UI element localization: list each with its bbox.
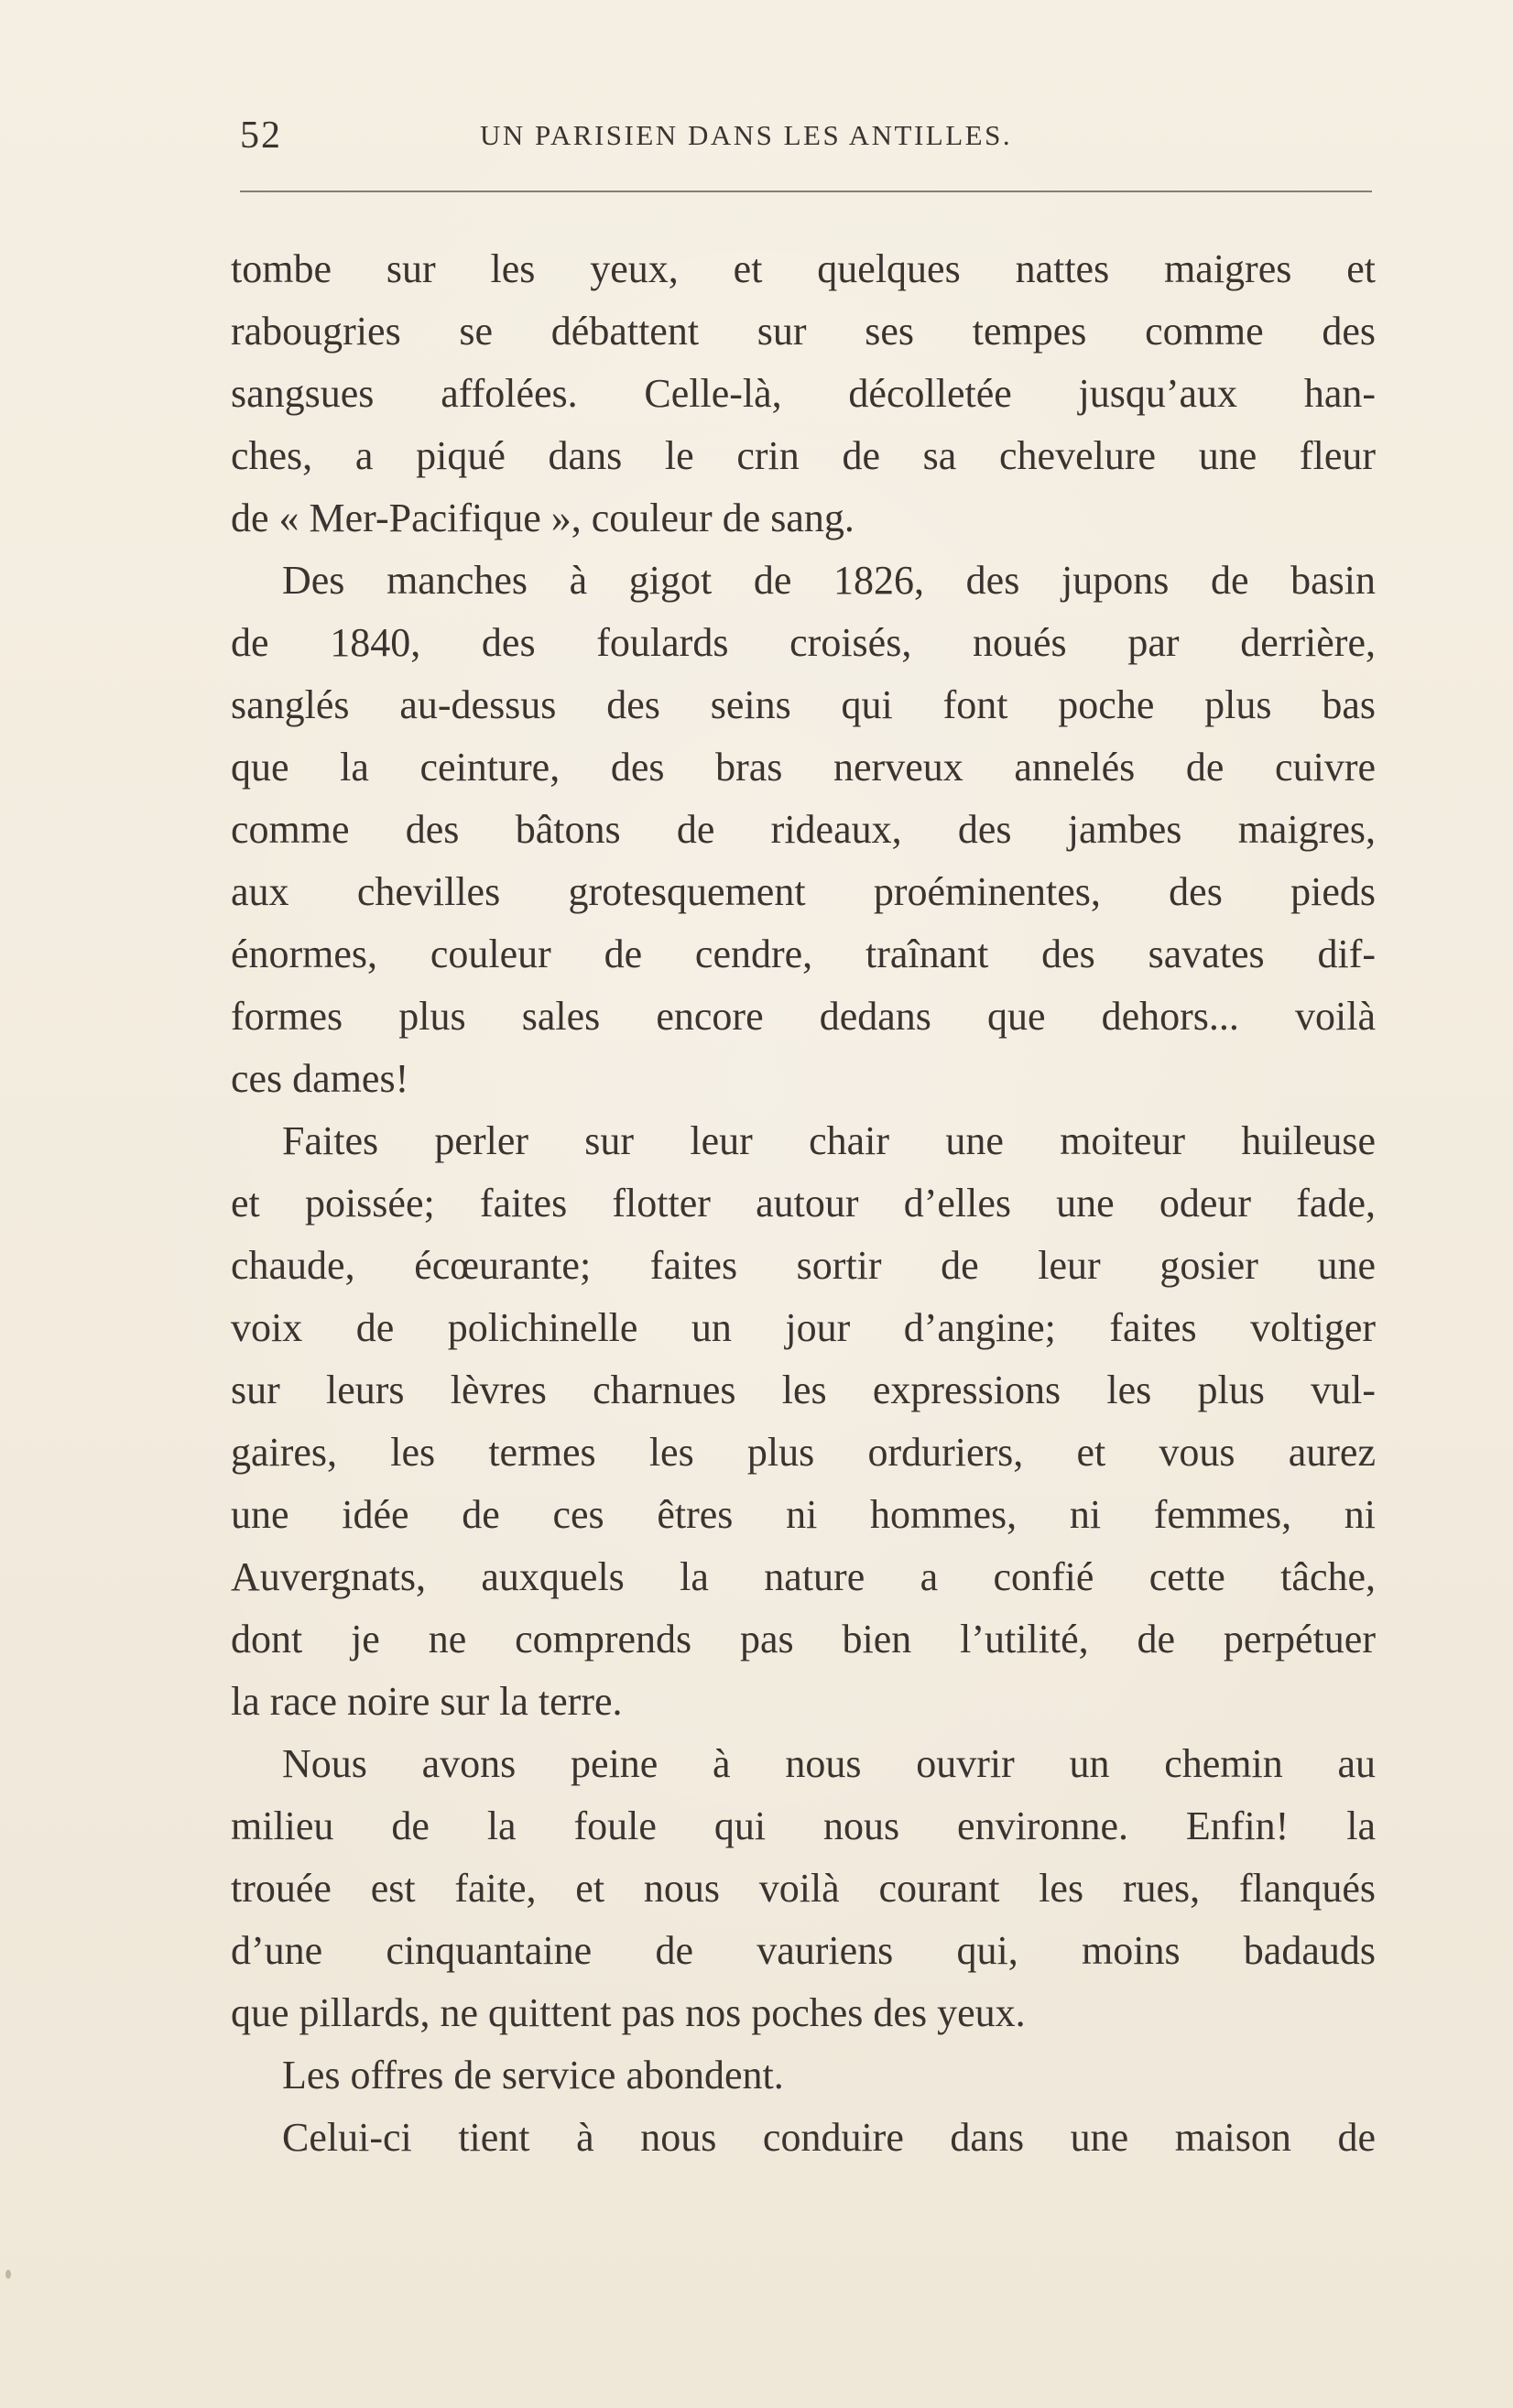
text-line: trouée est faite, et nous voilà courant les rues, flanqués	[231, 1866, 1376, 1911]
text-line: milieu de la foule qui nous environne. Enfin! la	[231, 1803, 1376, 1848]
text-line: formes plus sales encore dedans que dehors... voilà	[231, 994, 1376, 1039]
text-line: la race noire sur la terre.	[231, 1679, 623, 1724]
body-text	[231, 238, 1376, 2169]
text-line: gaires, les termes les plus orduriers, et vous aurez	[231, 1430, 1376, 1475]
header-rule	[240, 191, 1372, 192]
paragraph-start-line: Faites perler sur leur chair une moiteur huileuse	[282, 1118, 1376, 1163]
text-line: que la ceinture, des bras nerveux annelés de cuivre	[231, 745, 1376, 790]
text-line: que pillards, ne quittent pas nos poches des yeux.	[231, 1990, 1026, 2035]
text-line: dont je ne comprends pas bien l’utilité, de perpétuer	[231, 1617, 1376, 1662]
text-line: tombe sur les yeux, et quelques nattes maigres et	[231, 246, 1376, 291]
text-line: comme des bâtons de rideaux, des jambes maigres,	[231, 807, 1376, 852]
page-number: 52	[240, 114, 282, 157]
paragraph-start-line: Des manches à gigot de 1826, des jupons de basin	[282, 558, 1376, 603]
text-line: de « Mer-Pacifique », couleur de sang.	[231, 496, 854, 540]
text-line: une idée de ces êtres ni hommes, ni femmes, ni	[231, 1492, 1376, 1537]
text-line: sur leurs lèvres charnues les expressions les plus vul-	[231, 1367, 1376, 1412]
text-line: chaude, écœurante; faites sortir de leur gosier une	[231, 1243, 1376, 1288]
text-line: de 1840, des foulards croisés, noués par derrière,	[231, 620, 1376, 665]
text-line: rabougries se débattent sur ses tempes comme des	[231, 309, 1376, 354]
text-line: sangsues affolées. Celle-là, décolletée jusqu’aux han-	[231, 371, 1376, 416]
running-title: UN PARISIEN DANS LES ANTILLES.	[480, 119, 1013, 151]
text-line: et poissée; faites flotter autour d’elles une odeur fade,	[231, 1181, 1376, 1226]
text-line: ches, a piqué dans le crin de sa chevelure une fleur	[231, 433, 1376, 478]
text-line: énormes, couleur de cendre, traînant des savates dif-	[231, 932, 1376, 976]
paragraph-start-line: Les offres de service abondent.	[282, 2053, 784, 2097]
text-line: sanglés au-dessus des seins qui font poche plus bas	[231, 682, 1376, 727]
text-line: ces dames!	[231, 1056, 409, 1101]
text-line: voix de polichinelle un jour d’angine; faites voltiger	[231, 1305, 1376, 1350]
text-line: d’une cinquantaine de vauriens qui, moins badauds	[231, 1928, 1376, 1973]
text-line: aux chevilles grotesquement proéminentes, des pieds	[231, 869, 1376, 914]
text-line: Auvergnats, auxquels la nature a confié cette tâche,	[231, 1554, 1376, 1599]
paragraph-start-line: Nous avons peine à nous ouvrir un chemin au	[282, 1741, 1376, 1786]
paper-smudge	[5, 2270, 11, 2279]
paragraph-start-line: Celui-ci tient à nous conduire dans une maison de	[282, 2115, 1376, 2160]
running-head	[240, 108, 1372, 163]
